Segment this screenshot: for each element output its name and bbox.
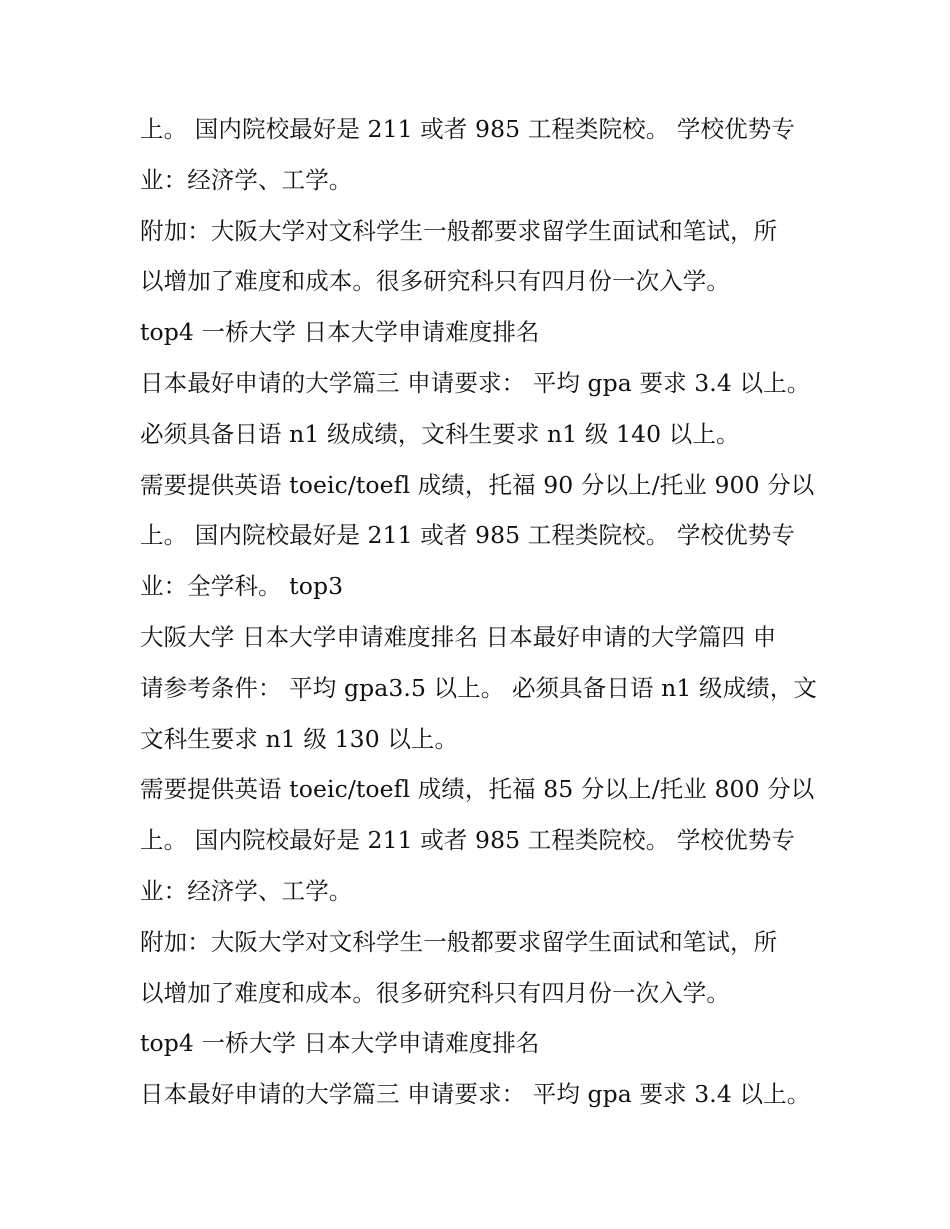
text-line: 大阪大学 日本大学申请难度排名 日本最好申请的大学篇四 申	[140, 622, 777, 651]
text-line: 文科生要求 n1 级 130 以上。	[140, 724, 459, 753]
document-body	[140, 104, 820, 1120]
text-line: 业：经济学、工学。	[140, 165, 353, 194]
text-line: 业：全学科。 top3	[140, 572, 344, 601]
text-line: 日本最好申请的大学篇三 申请要求： 平均 gpa 要求 3.4 以上。	[140, 368, 811, 397]
text-line: top4 一桥大学 日本大学申请难度排名	[140, 318, 540, 347]
text-line: 以增加了难度和成本。很多研究科只有四月份一次入学。	[140, 978, 730, 1007]
text-line: 必须具备日语 n1 级成绩，文科生要求 n1 级 140 以上。	[140, 419, 740, 448]
text-line: 上。 国内院校最好是 211 或者 985 工程类院校。 学校优势专	[140, 826, 795, 855]
text-line: 请参考条件： 平均 gpa3.5 以上。 必须具备日语 n1 级成绩，文	[140, 673, 817, 702]
text-line: 日本最好申请的大学篇三 申请要求： 平均 gpa 要求 3.4 以上。	[140, 1080, 811, 1109]
text-line: 附加：大阪大学对文科学生一般都要求留学生面试和笔试，所	[140, 927, 778, 956]
text-line: 附加：大阪大学对文科学生一般都要求留学生面试和笔试，所	[140, 216, 778, 245]
text-line: top4 一桥大学 日本大学申请难度排名	[140, 1029, 540, 1058]
text-line: 以增加了难度和成本。很多研究科只有四月份一次入学。	[140, 267, 730, 296]
text-line: 需要提供英语 toeic/toefl 成绩，托福 90 分以上/托业 900 分以	[140, 470, 815, 499]
text-line: 上。 国内院校最好是 211 或者 985 工程类院校。 学校优势专	[140, 115, 795, 143]
text-line: 需要提供英语 toeic/toefl 成绩，托福 85 分以上/托业 800 分以	[140, 775, 815, 804]
text-line: 业：经济学、工学。	[140, 876, 353, 905]
text-line: 上。 国内院校最好是 211 或者 985 工程类院校。 学校优势专	[140, 521, 795, 550]
